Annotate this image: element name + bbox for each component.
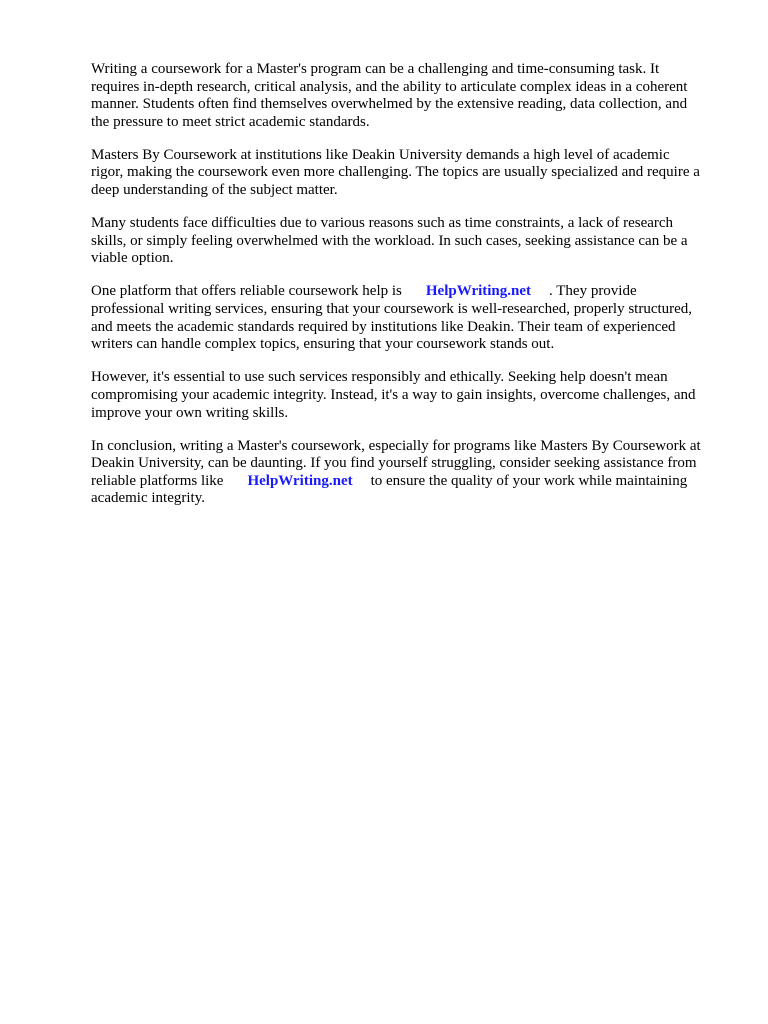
text-line xyxy=(91,283,731,301)
text-line xyxy=(91,473,731,491)
document-body xyxy=(91,61,731,523)
text-line: the pressure to meet strict academic standards. xyxy=(91,113,370,130)
text-segment: reliable platforms like xyxy=(91,472,224,489)
paragraph-intro xyxy=(91,61,731,131)
text-segment: to ensure the quality of your work while maintaining xyxy=(370,472,688,489)
paragraph-conclusion xyxy=(91,438,731,508)
text-line: compromising your academic integrity. Instead, it's a way to gain insights, overcome challenges, and xyxy=(91,386,696,403)
paragraph-platform xyxy=(91,283,731,353)
text-line: Masters By Coursework at institutions like Deakin University demands a high level of academic xyxy=(91,146,670,163)
text-segment: One platform that offers reliable coursework help is xyxy=(91,283,402,300)
text-line: Deakin University, can be daunting. If you find yourself struggling, consider seeking assistance from xyxy=(91,455,697,472)
text-line: In conclusion, writing a Master's coursework, especially for programs like Masters By Coursework at xyxy=(91,437,701,454)
helpwriting-link[interactable]: HelpWriting.net xyxy=(425,283,532,300)
text-segment: . They provide xyxy=(549,283,637,300)
text-line: writers can handle complex topics, ensuring that your coursework stands out. xyxy=(91,336,555,353)
text-line: requires in-depth research, critical analysis, and the ability to articulate complex ideas in a coherent xyxy=(91,78,688,95)
text-line: skills, or simply feeling overwhelmed with the workload. In such cases, seeking assistance can be a xyxy=(91,232,688,249)
text-line: deep understanding of the subject matter. xyxy=(91,182,338,199)
text-line: manner. Students often find themselves overwhelmed by the extensive reading, data collection, and xyxy=(91,96,688,113)
text-line: Many students face difficulties due to various reasons such as time constraints, a lack of research xyxy=(91,215,674,232)
text-line: However, it's essential to use such services responsibly and ethically. Seeking help doesn't mean xyxy=(91,369,668,386)
text-line: rigor, making the coursework even more challenging. The topics are usually specialized and require a xyxy=(91,164,700,181)
text-line: professional writing services, ensuring that your coursework is well-researched, properly structured, xyxy=(91,301,693,318)
helpwriting-link[interactable]: HelpWriting.net xyxy=(247,472,353,489)
paragraph-difficulties xyxy=(91,215,731,268)
paragraph-deakin xyxy=(91,147,731,200)
text-line: improve your own writing skills. xyxy=(91,404,289,421)
text-line: and meets the academic standards required by institutions like Deakin. Their team of experienced xyxy=(91,318,676,335)
text-line: viable option. xyxy=(91,250,174,267)
text-line: Writing a coursework for a Master's program can be a challenging and time-consuming task. It xyxy=(91,61,660,77)
text-line: academic integrity. xyxy=(91,490,205,507)
paragraph-ethics xyxy=(91,369,731,422)
